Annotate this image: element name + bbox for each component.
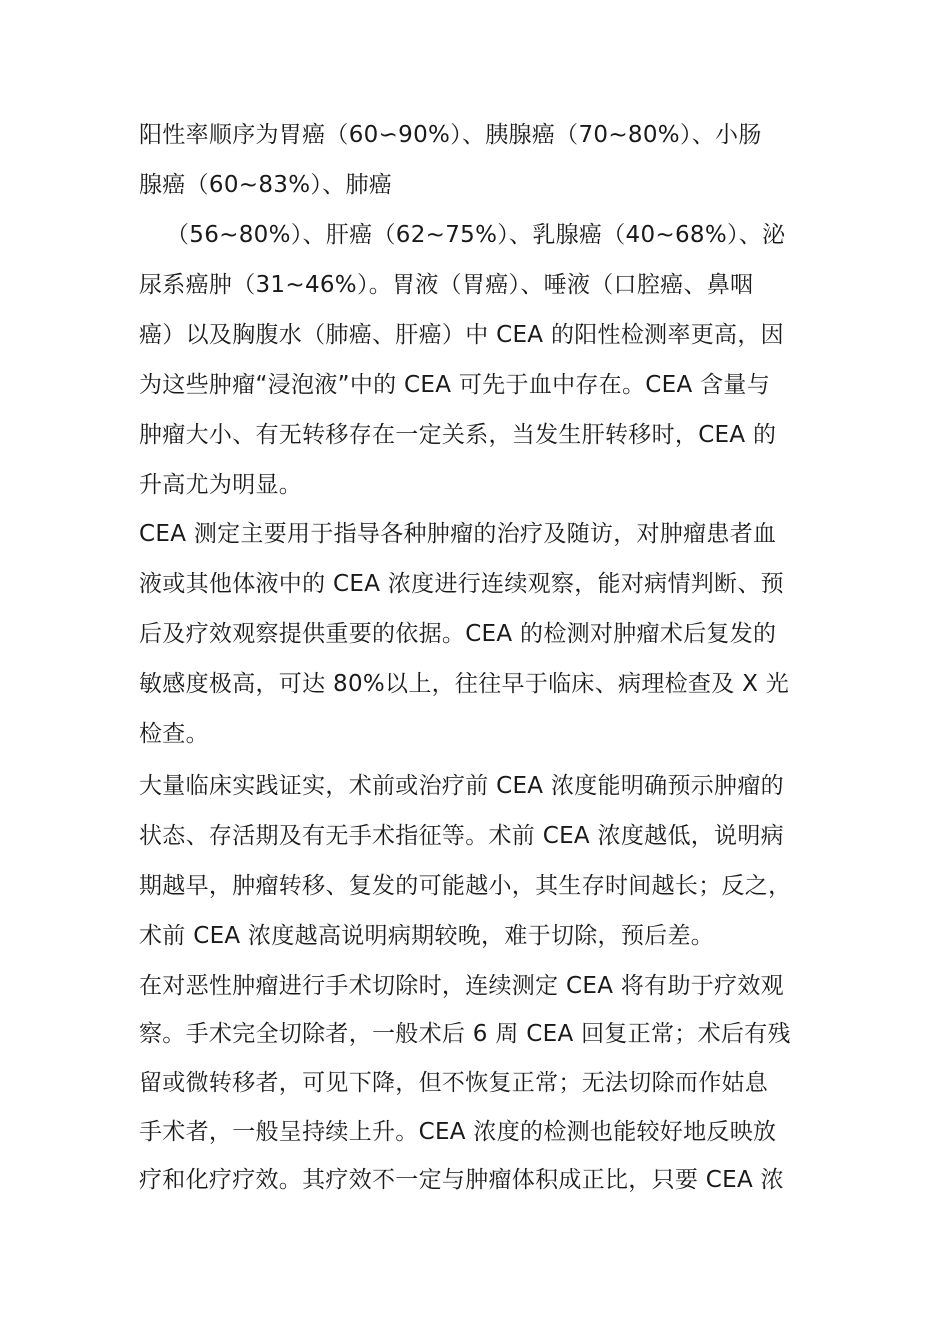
text-line: 尿系癌肿（31~46%）。胃液（胃癌）、唾液（口腔癌、鼻咽	[139, 272, 754, 298]
text-line: （56~80%）、肝癌（62~75%）、乳腺癌（40~68%）、泌	[166, 222, 786, 248]
text-line: 留或微转移者，可见下降，但不恢复正常；无法切除而作姑息	[139, 1070, 769, 1096]
text-line: 察。手术完全切除者，一般术后 6 周 CEA 回复正常；术后有残	[139, 1021, 791, 1047]
text-line: 阳性率顺序为胃癌（60∽90%）、胰腺癌（70~80%）、小肠	[139, 122, 762, 148]
text-line: 手术者，一般呈持续上升。CEA 浓度的检测也能较好地反映放	[139, 1119, 777, 1145]
text-line: 期越早，肿瘤转移、复发的可能越小，其生存时间越长；反之，	[139, 873, 792, 899]
text-line: 癌）以及胸腹水（肺癌、肝癌）中 CEA 的阳性检测率更高，因	[139, 322, 784, 348]
text-line: 在对恶性肿瘤进行手术切除时，连续测定 CEA 将有助于疗效观	[139, 973, 784, 999]
text-line: 肿瘤大小、有无转移存在一定关系，当发生肝转移时，CEA 的	[139, 422, 777, 448]
text-line: 术前 CEA 浓度越高说明病期较晚，难于切除，预后差。	[139, 923, 715, 949]
text-line: 后及疗效观察提供重要的依据。CEA 的检测对肿瘤术后复发的	[139, 621, 777, 647]
text-line: 升高尤为明显。	[139, 472, 303, 498]
text-line: 液或其他体液中的 CEA 浓度进行连续观察，能对病情判断、预	[139, 571, 784, 597]
text-line: 腺癌（60~83%）、肺癌	[139, 172, 393, 198]
text-line: 为这些肿瘤“浸泡液”中的 CEA 可先于血中存在。CEA 含量与	[139, 372, 771, 398]
text-line: 检查。	[139, 721, 209, 747]
text-line: 疗和化疗疗效。其疗效不一定与肿瘤体积成正比，只要 CEA 浓	[139, 1167, 784, 1193]
text-line: 状态、存活期及有无手术指征等。术前 CEA 浓度越低，说明病	[139, 823, 784, 849]
text-line: 敏感度极高，可达 80%以上，往往早于临床、病理检查及 X 光	[139, 671, 790, 697]
text-line: CEA 测定主要用于指导各种肿瘤的治疗及随访，对肿瘤患者血	[139, 521, 777, 547]
text-line: 大量临床实践证实，术前或治疗前 CEA 浓度能明确预示肿瘤的	[139, 773, 784, 799]
